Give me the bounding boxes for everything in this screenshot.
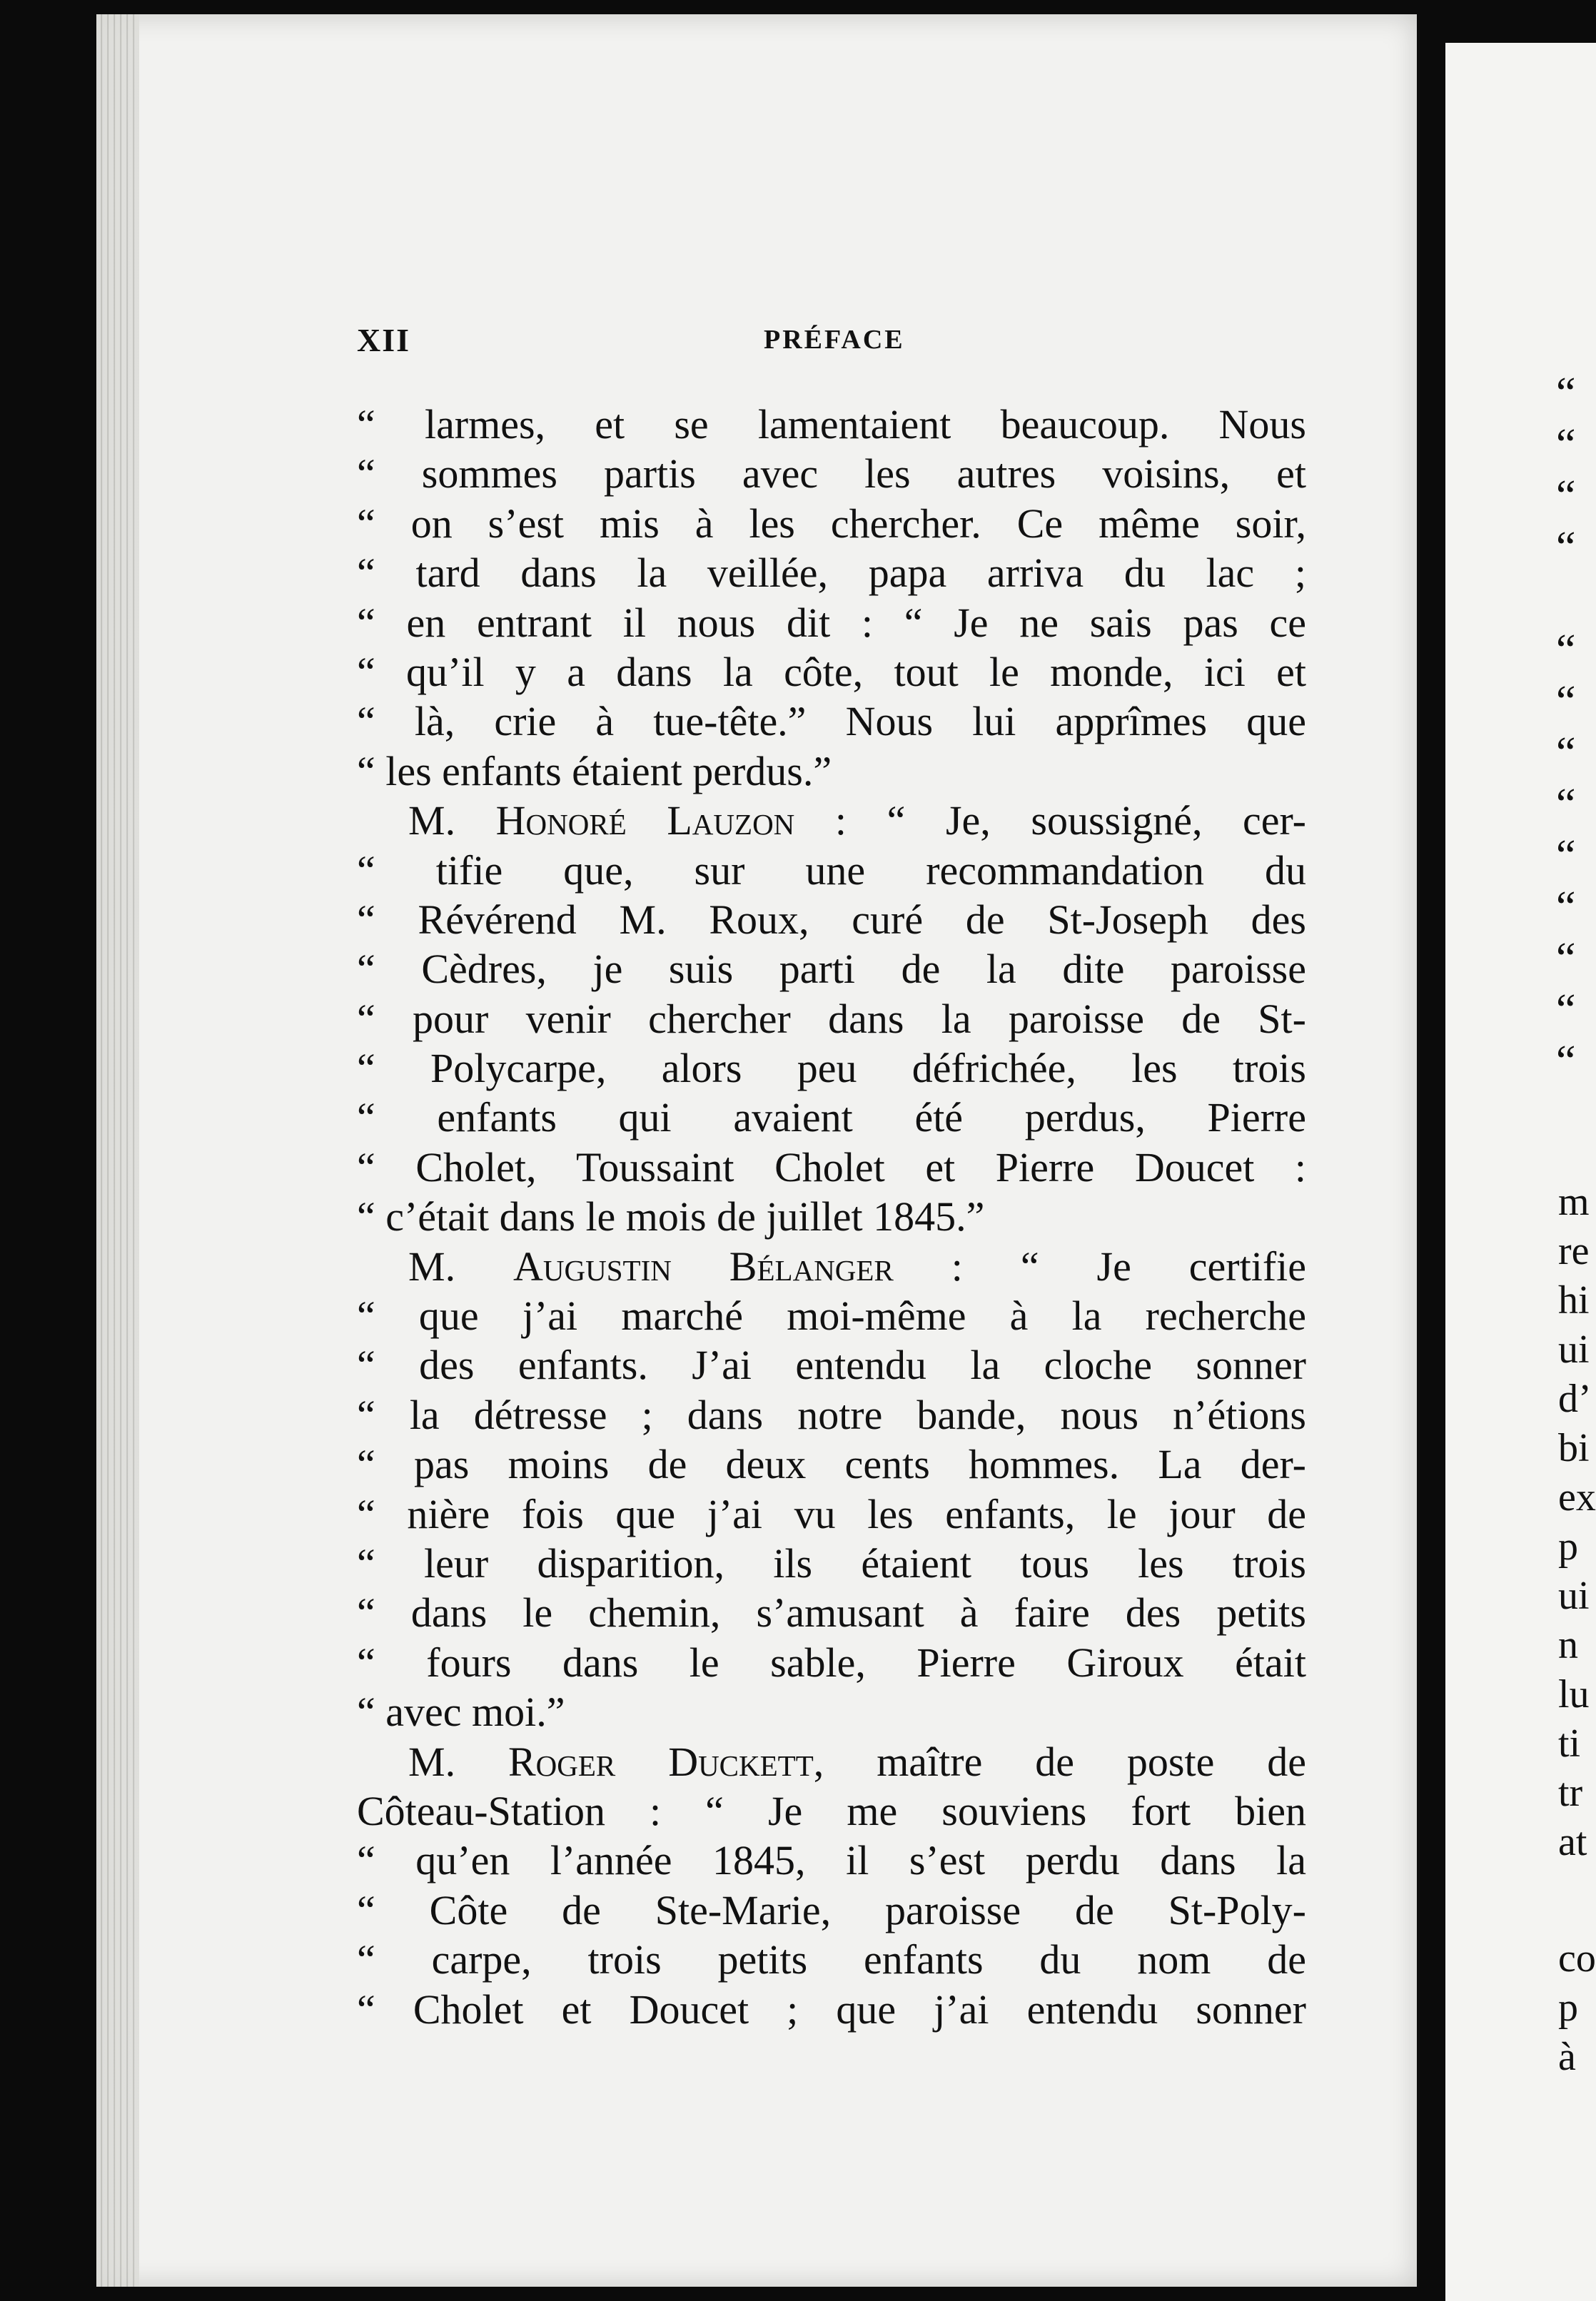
page-number: XII [357,322,411,358]
facing-page-glyph: “ [1556,780,1576,829]
text-line: “ sommes partis avec les autres voisins, et [357,450,1306,497]
heading-rest: , maître de poste de [813,1738,1306,1785]
facing-page-glyph: “ [1556,677,1576,726]
facing-page-glyph: p [1558,1524,1578,1569]
text-line: “ tifie que, sur une recommandation du [357,846,1306,894]
testimony-heading [357,796,1306,845]
facing-page-glyph: “ [1556,934,1576,983]
facing-page-glyph: “ [1556,729,1576,777]
text-line: “ leur disparition, ils étaient tous les trois [357,1539,1306,1587]
facing-page-glyph: m [1558,1180,1590,1224]
text-line: “ les enfants étaient perdus.” [357,747,832,794]
facing-page-glyph: lu [1558,1672,1590,1716]
facing-page-glyph: p [1558,1986,1578,2030]
text-line: “ Cèdres, je suis parti de la dite paroisse [357,946,1306,993]
text-line: “ Révérend M. Roux, curé de St-Joseph des [357,896,1306,943]
text-line: “ dans le chemin, s’amusant à faire des petits [357,1589,1306,1637]
witness-name: Roger Duckett [507,1738,814,1785]
facing-page-glyph: d’ [1558,1377,1592,1421]
facing-page-fragments-lower [1558,1934,1596,2082]
facing-page-glyph: “ [1556,523,1576,572]
witness-name: Honoré Lauzon [495,797,795,844]
text-line: “ tard dans la veillée, papa arriva du lac ; [357,550,1306,597]
text-line: “ larmes, et se lamentaient beaucoup. Nous [357,401,1306,447]
facing-page-glyph: ex [1558,1475,1596,1519]
text-line: Côteau-Station : “ Je me souviens fort bien [357,1787,1306,1834]
running-header [357,321,1313,364]
text-line: “ qu’il y a dans la côte, tout le monde, ici et [357,648,1306,695]
heading-rest: : “ Je, soussigné, cer- [794,797,1306,844]
testimony-heading [357,1242,1306,1291]
text-line: “ c’était dans le mois de juillet 1845.” [357,1193,985,1240]
text-line: “ carpe, trois petits enfants du nom de [357,1936,1306,1983]
text-line: “ avec moi.” [357,1689,565,1736]
prefix: M. [408,797,496,844]
witness-name: Augustin Bélanger [513,1243,894,1290]
facing-page-glyph: “ [1556,831,1576,880]
facing-page-glyph: “ [1556,1037,1576,1086]
text-line: “ des enfants. J’ai entendu la cloche sonner [357,1342,1306,1389]
text-line: “ qu’en l’année 1845, il s’est perdu dans la [357,1837,1306,1884]
facing-page-glyph: ui [1558,1328,1590,1372]
facing-page-glyph: “ [1556,626,1576,674]
body-text [357,400,1306,2034]
facing-page-glyph: ti [1558,1721,1581,1766]
facing-page-quotes [1556,368,1596,1087]
facing-page-glyph: n [1558,1623,1578,1667]
text-line: “ que j’ai marché moi-même à la recherche [357,1293,1306,1340]
text-line: “ Cholet et Doucet ; que j’ai entendu sonner [357,1986,1306,2033]
text-line: “ Polycarpe, alors peu défrichée, les trois [357,1045,1306,1092]
facing-page-glyph: at [1558,1820,1587,1864]
text-line: “ la détresse ; dans notre bande, nous n’étions [357,1391,1306,1438]
text-line: “ pour venir chercher dans la paroisse de St- [357,995,1306,1042]
facing-page-glyph: ui [1558,1574,1590,1618]
running-title: PRÉFACE [764,325,905,355]
page-edges [96,14,139,2287]
facing-page-glyph: “ [1556,420,1576,469]
text-line: “ pas moins de deux cents hommes. La der- [357,1441,1306,1488]
heading-rest: : “ Je certifie [893,1243,1306,1290]
text-line: “ nière fois que j’ai vu les enfants, le jour de [357,1490,1306,1537]
facing-page-fragments [1558,1178,1596,1867]
facing-page-glyph: re [1558,1229,1590,1273]
text-line: “ on s’est mis à les chercher. Ce même soir, [357,500,1306,547]
facing-page-glyph: à [1558,2035,1576,2079]
testimony-heading [357,1737,1306,1786]
prefix: M. [408,1243,514,1290]
facing-page [1445,43,1596,2301]
facing-page-glyph: “ [1556,472,1576,520]
text-line: “ en entrant il nous dit : “ Je ne sais pas ce [357,599,1306,646]
text-line: “ Côte de Ste-Marie, paroisse de St-Poly- [357,1886,1306,1933]
facing-page-glyph: co [1558,1936,1596,1981]
prefix: M. [408,1738,508,1785]
facing-page-glyph [1556,573,1596,624]
text-line: “ fours dans le sable, Pierre Giroux était [357,1639,1306,1686]
text-line: “ là, crie à tue-tête.” Nous lui apprîmes que [357,698,1306,745]
text-line: “ enfants qui avaient été perdus, Pierre [357,1094,1306,1141]
text-line: “ Cholet, Toussaint Cholet et Pierre Doucet : [357,1143,1306,1190]
facing-page-glyph: “ [1556,883,1576,931]
facing-page-glyph: “ [1556,986,1576,1034]
facing-page-glyph: “ [1556,369,1576,418]
facing-page-glyph: hi [1558,1278,1590,1323]
facing-page-glyph: tr [1558,1771,1583,1815]
facing-page-glyph: bi [1558,1426,1590,1470]
